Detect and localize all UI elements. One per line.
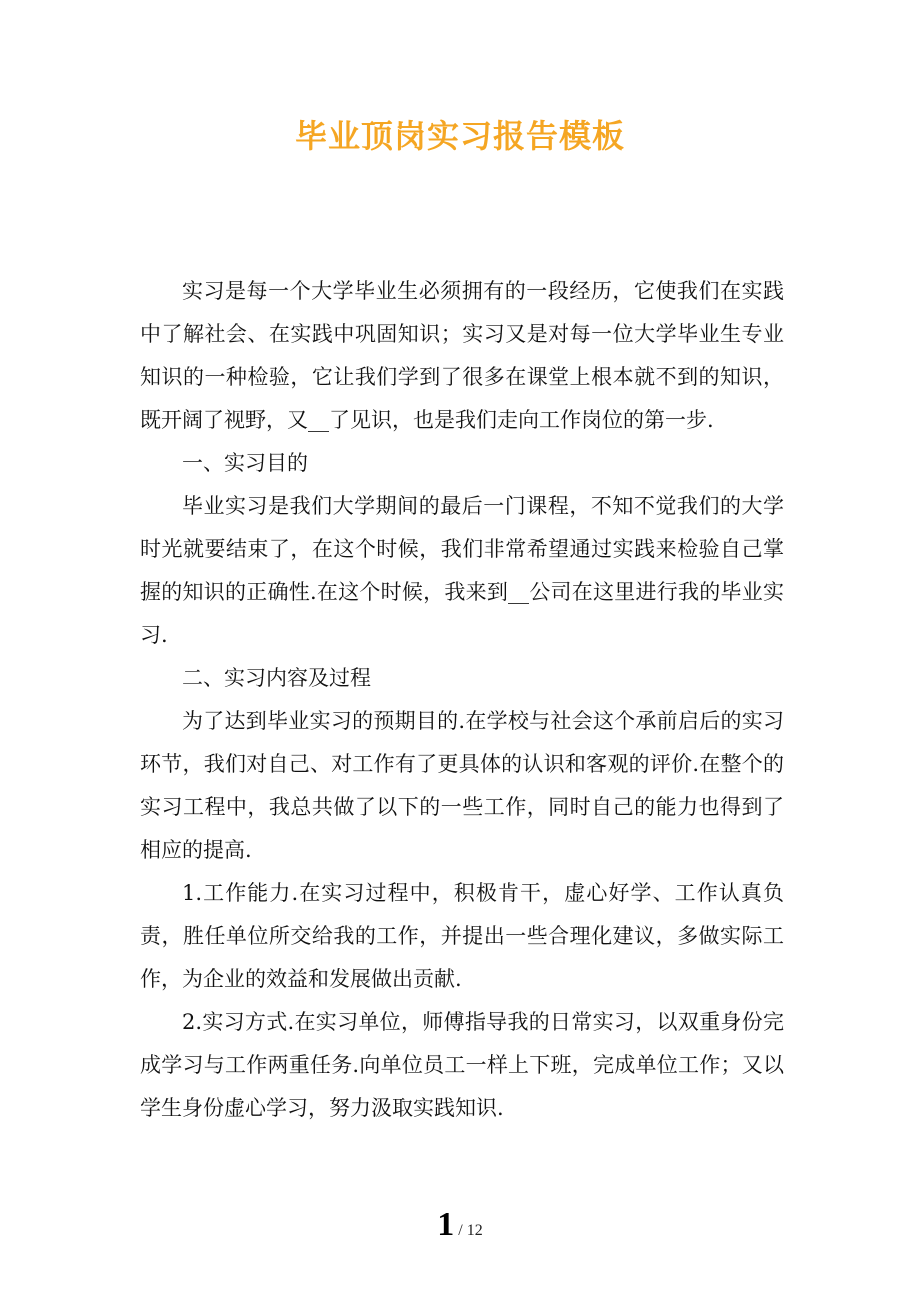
paragraph-purpose: 毕业实习是我们大学期间的最后一门课程，不知不觉我们的大学时光就要结束了，在这个时候，我们非常希望通过实践来检验自己掌握的知识的正确性.在这个时候，我来到__公司在这里进行我的毕业实习. <box>140 494 784 647</box>
paragraph-intro: 实习是每一个大学毕业生必须拥有的一段经历，它使我们在实践中了解社会、在实践中巩固知识；实习又是对每一位大学毕业生专业知识的一种检验，它让我们学到了很多在课堂上根本就不到的知识，既开阔了视野，又__了见识，也是我们走向工作岗位的第一步. <box>140 279 784 432</box>
paragraph-content: 为了达到毕业实习的预期目的.在学校与社会这个承前启后的实习环节，我们对自己、对工作有了更具体的认识和客观的评价.在整个的实习工程中，我总共做了以下的一些工作，同时自己的能力也得到了相应的提高. <box>140 709 784 862</box>
total-pages: / 12 <box>458 1222 483 1239</box>
page-number-footer <box>0 1206 920 1244</box>
paragraph-internship-method: 2.实习方式.在实习单位，师傅指导我的日常实习，以双重身份完成学习与工作两重任务.向单位员工一样上下班，完成单位工作；又以学生身份虚心学习，努力汲取实践知识. <box>140 1010 784 1120</box>
section-heading-content: 二、实习内容及过程 <box>182 666 371 690</box>
paragraph-work-ability: 1.工作能力.在实习过程中，积极肯干，虚心好学、工作认真负责，胜任单位所交给我的工作，并提出一些合理化建议，多做实际工作，为企业的效益和发展做出贡献. <box>140 881 784 991</box>
page-title: 毕业顶岗实习报告模板 <box>294 117 625 155</box>
current-page-number: 1 <box>437 1206 455 1243</box>
document-body <box>140 270 784 1130</box>
section-heading-purpose: 一、实习目的 <box>182 451 308 475</box>
